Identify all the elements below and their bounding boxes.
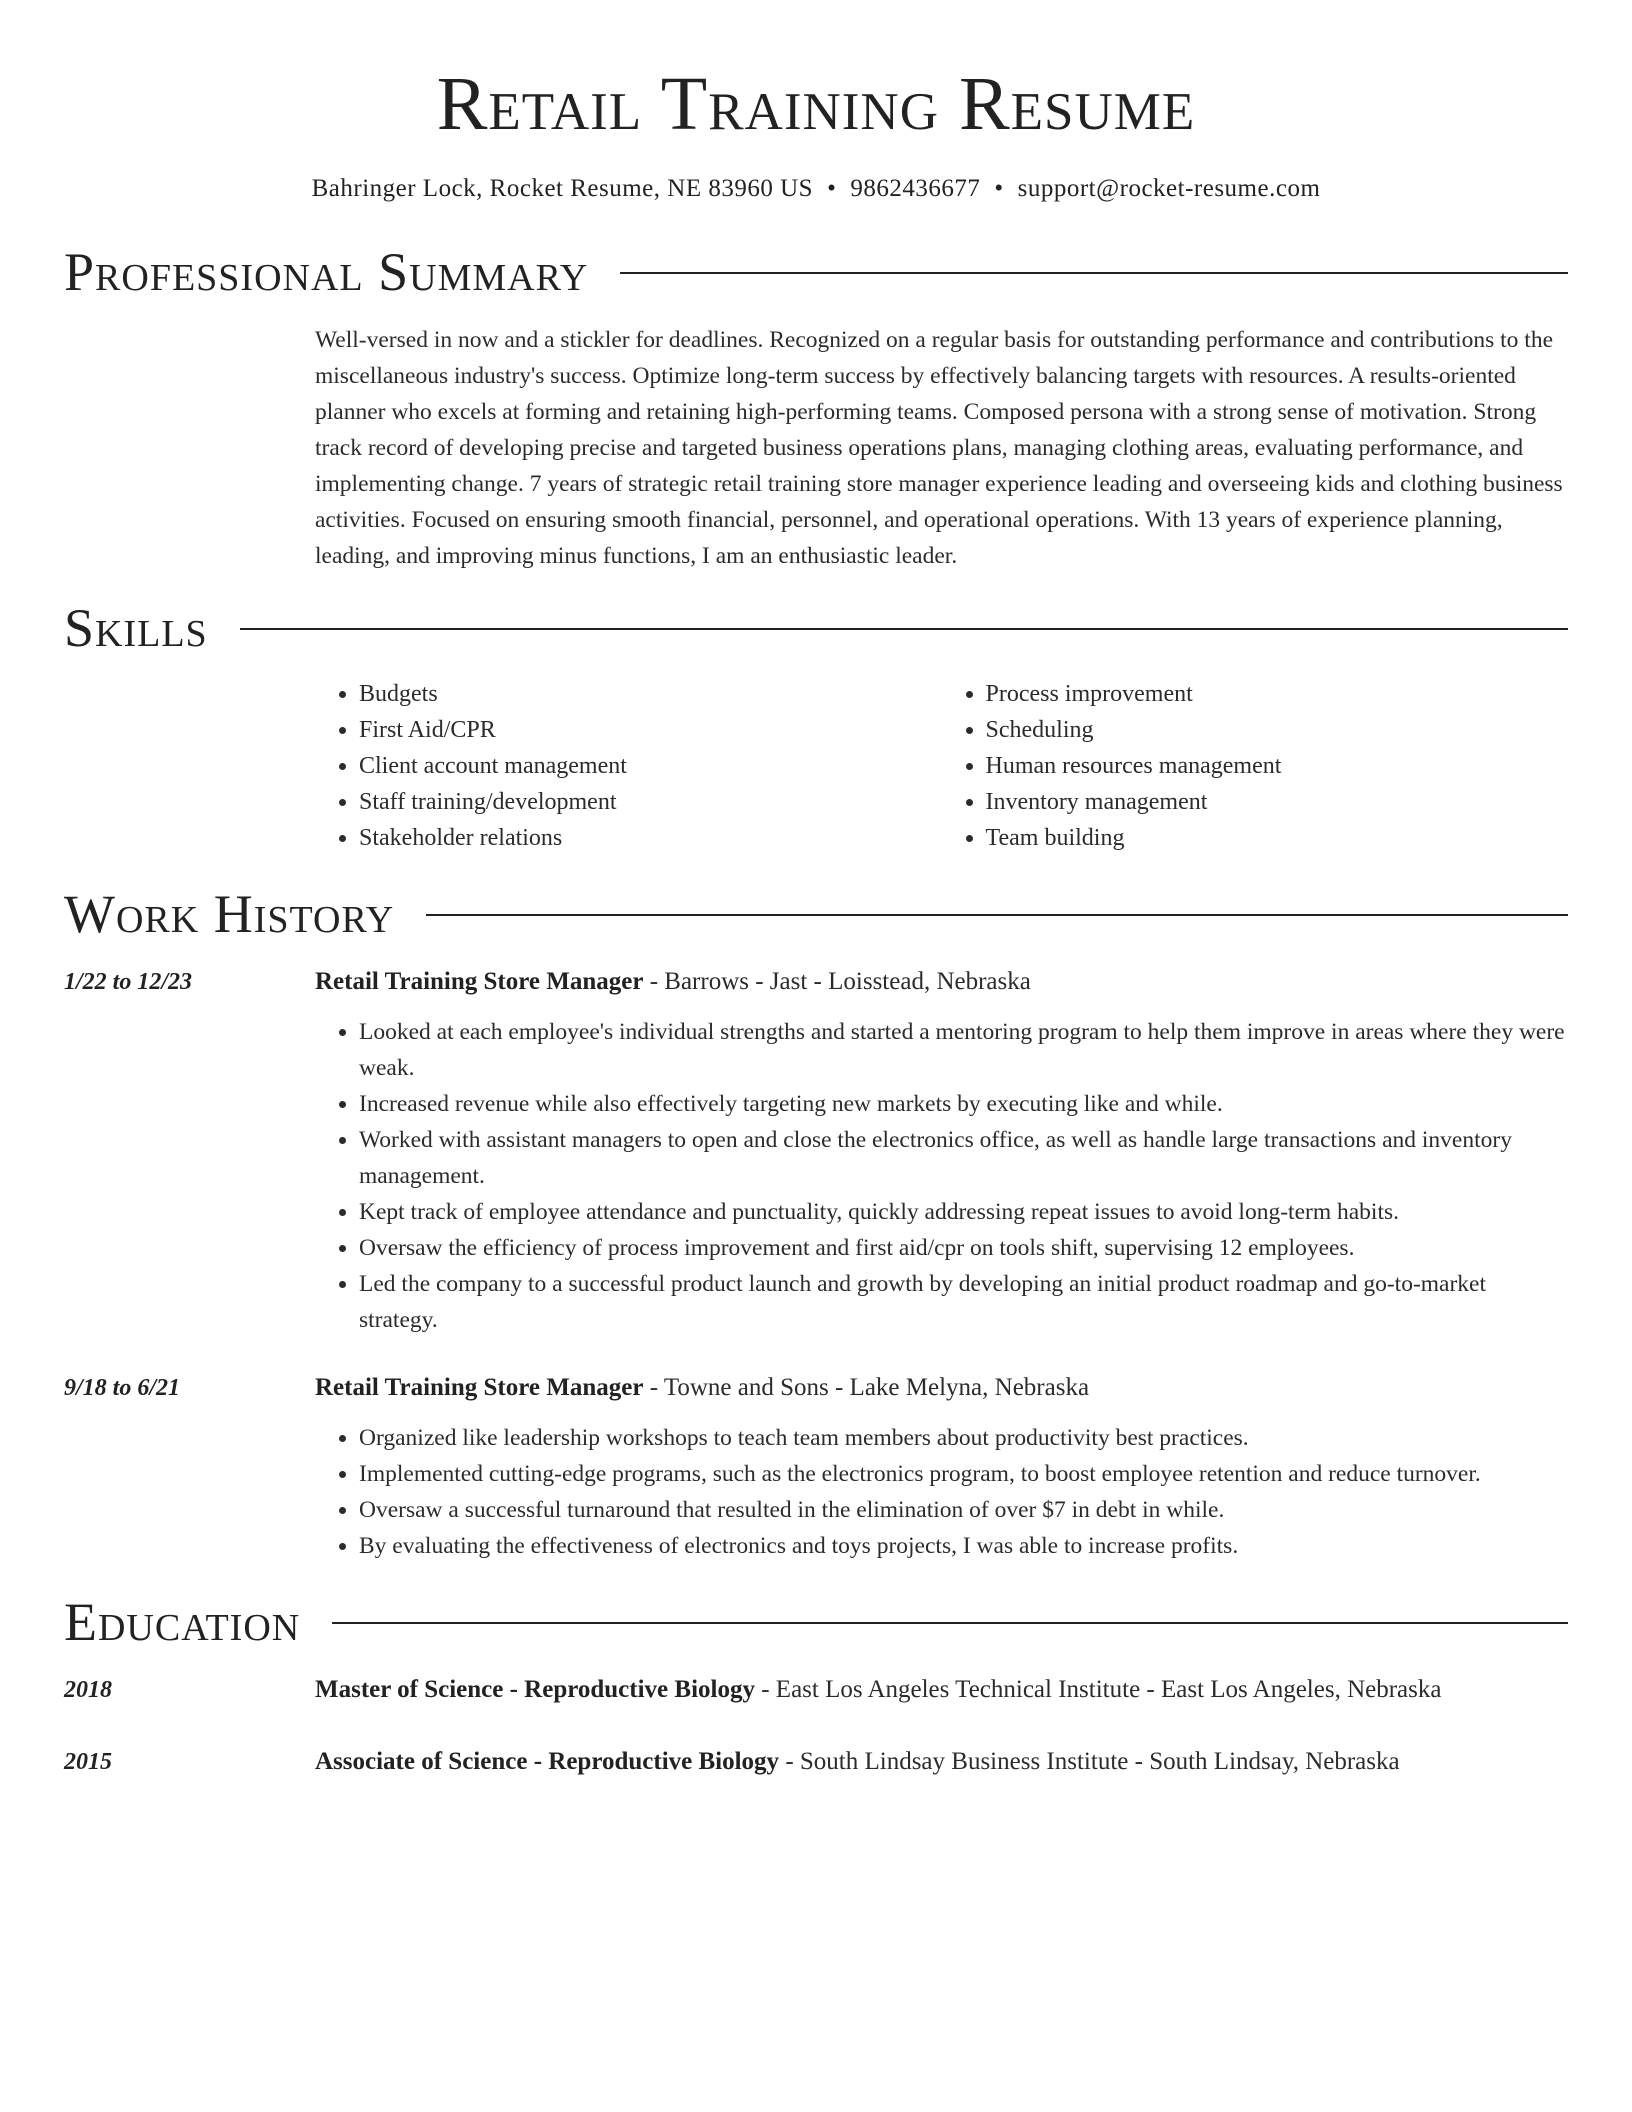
skills-list-right [942, 676, 1569, 856]
job-body [315, 1370, 1568, 1564]
skills-section-header [64, 598, 1568, 658]
education-details: - South Lindsay Business Institute - South Lindsay, Nebraska [779, 1748, 1400, 1775]
skill-item: • Team building [986, 820, 1569, 856]
job-dates: 1/22 to 12/23 [64, 969, 193, 995]
job-bullet: • Led the company to a successful product launch and growth by developing an initial product roadmap and go-to-market strategy. [359, 1266, 1568, 1338]
skill-item: • Budgets [359, 676, 942, 712]
section-divider [332, 1622, 1568, 1624]
job-bullets [315, 1420, 1568, 1564]
skills-list-left [315, 676, 942, 856]
education-heading: Education [64, 1592, 301, 1652]
education-heading-line [315, 1744, 1568, 1780]
education-heading-line [315, 1672, 1568, 1708]
education-entry [64, 1744, 1568, 1780]
job-heading [315, 964, 1568, 1000]
job-entry [64, 964, 1568, 1338]
skill-item: • Inventory management [986, 784, 1569, 820]
job-title: Retail Training Store Manager [315, 1374, 644, 1401]
job-details: - Towne and Sons - Lake Melyna, Nebraska [643, 1374, 1090, 1401]
job-details: - Barrows - Jast - Loisstead, Nebraska [643, 968, 1031, 995]
job-dates: 9/18 to 6/21 [64, 1375, 181, 1401]
contact-line [64, 174, 1568, 204]
skill-item: • Scheduling [986, 712, 1569, 748]
education-entry [64, 1672, 1568, 1708]
skill-item: • Staff training/development [359, 784, 942, 820]
skill-item: • Stakeholder relations [359, 820, 942, 856]
contact-separator: • [827, 175, 837, 202]
summary-text: Well-versed in now and a stickler for deadlines. Recognized on a regular basis for outstanding performance and contributions to the miscellaneous industry's success. Optimize long-term success by effectively balancing targets with resources. A results-oriented planner who excels at forming and retaining high-performing teams. Composed persona with a strong sense of motivation. Strong track record of developing precise and targeted business operations plans, managing clothing areas, evaluating performance, and implementing change. 7 years of strategic retail training store manager experience leading and overseeing kids and clothing business activities. Focused on ensuring smooth financial, personnel, and operational operations. With 13 years of experience planning, leading, and improving minus functions, I am an enthusiastic leader. [315, 327, 1563, 569]
job-bullet: • Worked with assistant managers to open and close the electronics office, as well as handle large transactions and inventory management. [359, 1122, 1568, 1194]
job-bullet: • Oversaw the efficiency of process improvement and first aid/cpr on tools shift, supervising 12 employees. [359, 1230, 1568, 1266]
resume-page [64, 0, 1568, 1780]
education-degree: Associate of Science - Reproductive Biology [315, 1748, 780, 1775]
contact-email: support@rocket-resume.com [1017, 175, 1321, 202]
job-body [315, 964, 1568, 1338]
skill-item: • First Aid/CPR [359, 712, 942, 748]
section-divider [620, 272, 1568, 274]
skill-item: • Client account management [359, 748, 942, 784]
skill-item: • Process improvement [986, 676, 1569, 712]
section-divider [426, 914, 1568, 916]
job-heading [315, 1370, 1568, 1406]
skills-grid [315, 676, 1568, 856]
contact-phone: 9862436677 [850, 175, 981, 202]
job-bullet: • Implemented cutting-edge programs, such as the electronics program, to boost employee retention and reduce turnover. [359, 1456, 1568, 1492]
job-bullet: • Kept track of employee attendance and punctuality, quickly addressing repeat issues to avoid long-term habits. [359, 1194, 1568, 1230]
education-details: - East Los Angeles Technical Institute - East Los Angeles, Nebraska [754, 1676, 1442, 1703]
job-bullet: • Looked at each employee's individual strengths and started a mentoring program to help them improve in areas where they were weak. [359, 1014, 1568, 1086]
contact-separator: • [994, 175, 1004, 202]
job-title: Retail Training Store Manager [315, 968, 644, 995]
job-bullet: • Increased revenue while also effectively targeting new markets by executing like and while. [359, 1086, 1568, 1122]
skill-item: • Human resources management [986, 748, 1569, 784]
summary-section-header [64, 242, 1568, 302]
contact-address: Bahringer Lock, Rocket Resume, NE 83960 US [311, 175, 814, 202]
education-degree: Master of Science - Reproductive Biology [315, 1676, 755, 1703]
skills-heading: Skills [64, 598, 208, 658]
education-section-header [64, 1592, 1568, 1652]
work-section-header [64, 884, 1568, 944]
education-year: 2018 [64, 1677, 112, 1703]
job-bullet: • Organized like leadership workshops to teach team members about productivity best practices. [359, 1420, 1568, 1456]
education-year: 2015 [64, 1749, 112, 1775]
summary-heading: Professional Summary [64, 242, 589, 302]
work-heading: Work History [64, 884, 395, 944]
job-bullet: • Oversaw a successful turnaround that resulted in the elimination of over $7 in debt in while. [359, 1492, 1568, 1528]
resume-title: Retail Training Resume [436, 62, 1196, 146]
job-bullet: • By evaluating the effectiveness of electronics and toys projects, I was able to increase profits. [359, 1528, 1568, 1564]
job-bullets [315, 1014, 1568, 1338]
job-entry [64, 1370, 1568, 1564]
section-divider [240, 628, 1568, 630]
